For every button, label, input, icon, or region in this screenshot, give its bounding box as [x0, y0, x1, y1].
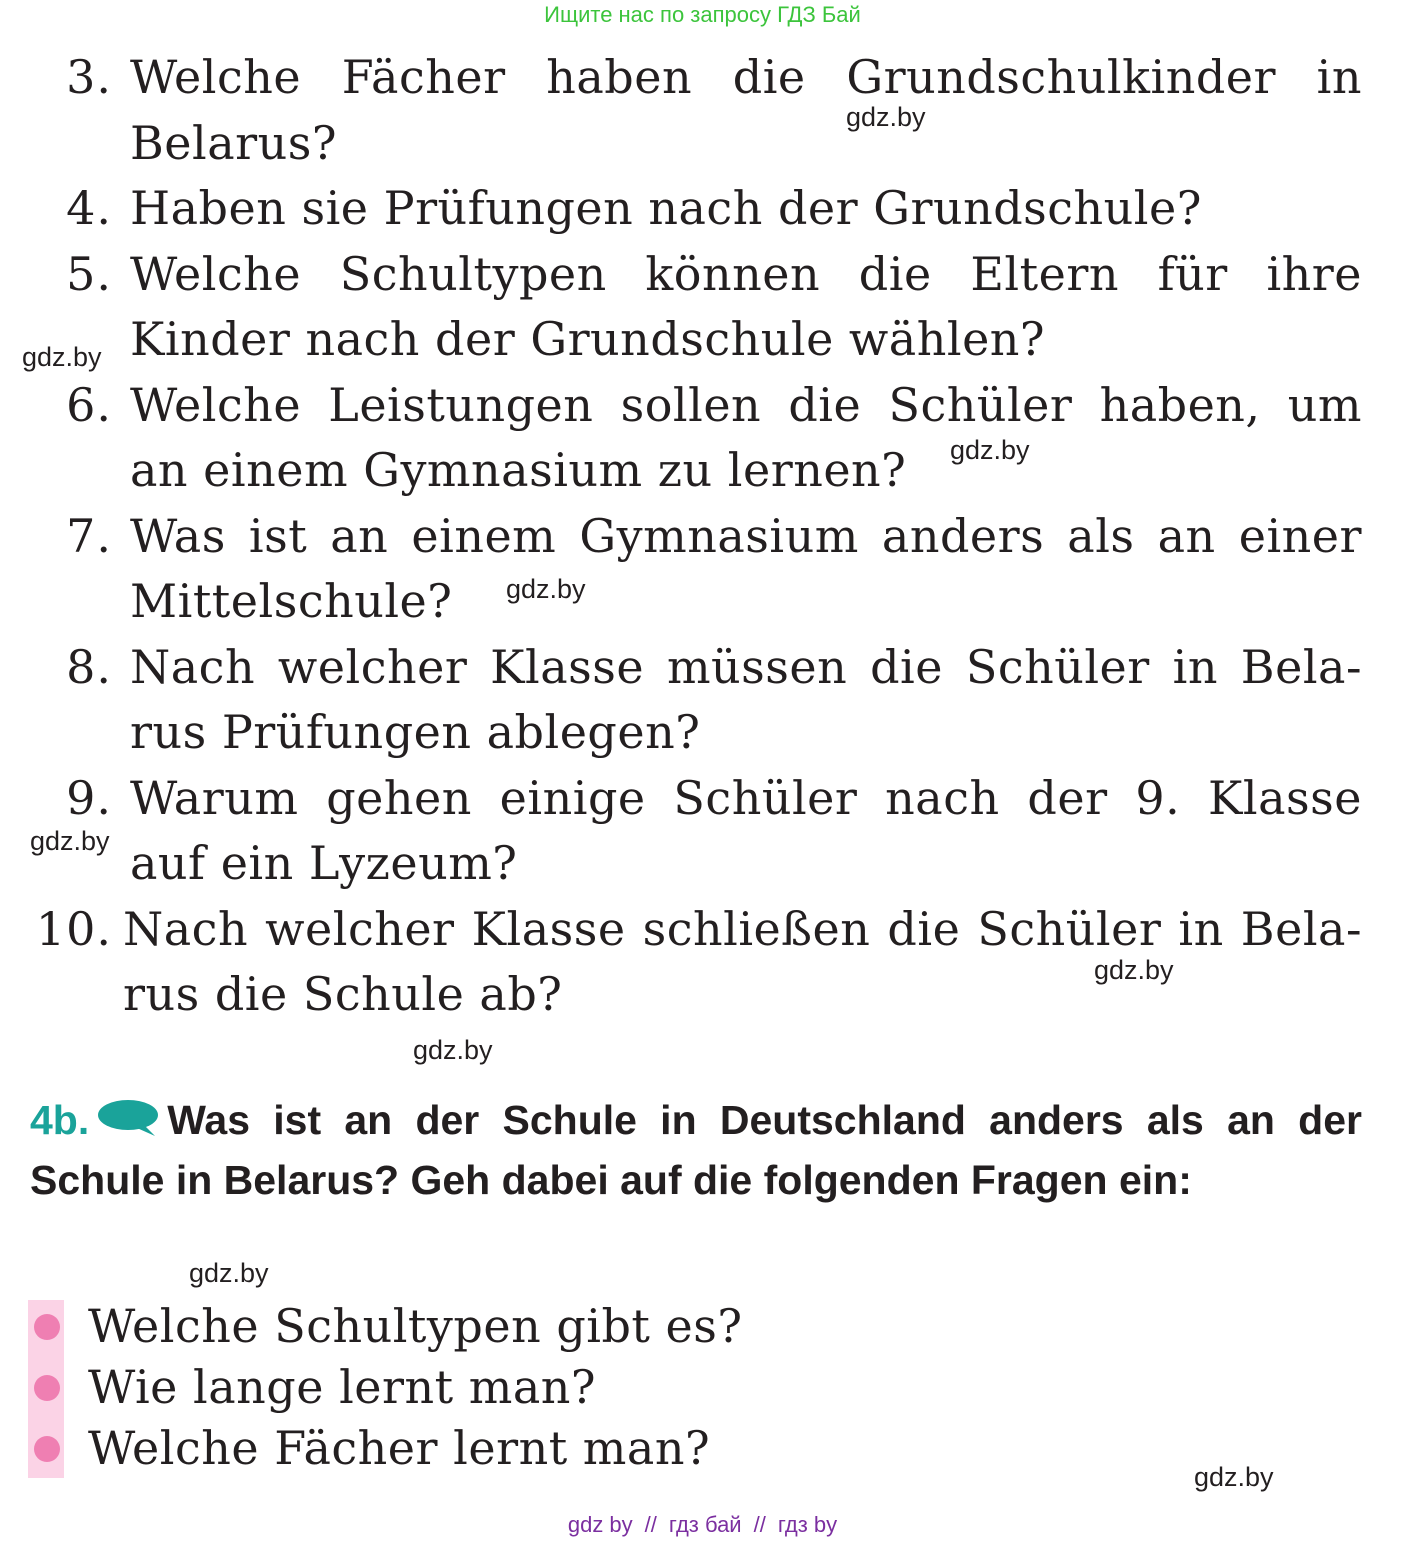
footer-link[interactable]: gdz by	[567, 1512, 633, 1537]
question-text: Welche Fächer haben die Grundschulkinder in Belarus?	[130, 50, 1362, 170]
question-number: 8.	[66, 639, 112, 694]
bullet-dot-icon	[34, 1436, 60, 1462]
list-item	[28, 1418, 1028, 1479]
bullet-dot-icon	[34, 1314, 60, 1340]
question-text: Warum gehen einige Schüler nach der 9. Klasse auf ein Lyzeum?	[130, 770, 1362, 890]
question-item	[0, 504, 1405, 635]
list-item	[28, 1296, 1028, 1357]
task-text: Was ist an der Schule in Deutschland anders als an der Schule in Belarus? Geh dabei auf die folgenden Fragen ein:	[30, 1097, 1362, 1203]
question-list	[0, 45, 1405, 1028]
footer-separator: //	[753, 1512, 766, 1537]
watermark: gdz.by	[189, 1258, 269, 1288]
question-item	[0, 766, 1405, 897]
task-number: 4b.	[30, 1097, 90, 1143]
question-item	[0, 897, 1405, 1028]
watermark: gdz.by	[950, 435, 1030, 465]
question-number: 5.	[66, 246, 112, 301]
top-banner: Ищите нас по запросу ГДЗ Бай	[544, 2, 861, 27]
footer-link[interactable]: гдз by	[777, 1512, 838, 1537]
speech-bubble-icon	[97, 1096, 161, 1152]
list-item-text: Welche Schultypen gibt es?	[88, 1299, 743, 1353]
watermark: gdz.by	[506, 574, 586, 604]
question-text: Nach welcher Klasse schließen die Schüler in Bela-rus die Schule ab?	[123, 901, 1362, 1021]
footer-separator: //	[644, 1512, 657, 1537]
list-item-text: Wie lange lernt man?	[88, 1360, 597, 1414]
question-item	[0, 635, 1405, 766]
question-text: Haben sie Prüfungen nach der Grundschule?	[130, 181, 1202, 235]
question-item	[0, 373, 1405, 504]
question-number: 4.	[66, 181, 112, 235]
question-text: Was ist an einem Gymnasium anders als an einer Mittelschule?	[130, 508, 1362, 628]
task-instruction	[30, 1092, 1362, 1208]
watermark: gdz.by	[413, 1035, 493, 1065]
bullet-dot-icon	[34, 1375, 60, 1401]
question-item	[0, 242, 1405, 373]
question-item	[0, 176, 1405, 242]
watermark: gdz.by	[22, 342, 102, 372]
question-number: 7.	[66, 508, 112, 563]
question-text: Welche Schultypen können die Eltern für ihre Kinder nach der Grundschule wählen?	[130, 246, 1362, 366]
watermark: gdz.by	[1194, 1462, 1274, 1492]
footer-link[interactable]: гдз бай	[668, 1512, 742, 1537]
question-text: Nach welcher Klasse müssen die Schüler in Bela-rus Prüfungen ablegen?	[130, 639, 1362, 759]
question-number: 10.	[35, 901, 112, 956]
watermark: gdz.by	[30, 826, 110, 856]
bullet-list	[28, 1296, 1028, 1479]
watermark: gdz.by	[1094, 955, 1174, 985]
question-number: 6.	[66, 377, 112, 432]
question-text: Welche Leistungen sollen die Schüler haben, um an einem Gymnasium zu lernen?	[130, 377, 1362, 497]
list-item	[28, 1357, 1028, 1418]
watermark: gdz.by	[846, 102, 926, 132]
question-number: 3.	[66, 50, 112, 104]
list-item-text: Welche Fächer lernt man?	[88, 1421, 711, 1475]
footer-links	[0, 1510, 1405, 1540]
question-number: 9.	[66, 770, 112, 825]
question-item	[0, 45, 1405, 176]
